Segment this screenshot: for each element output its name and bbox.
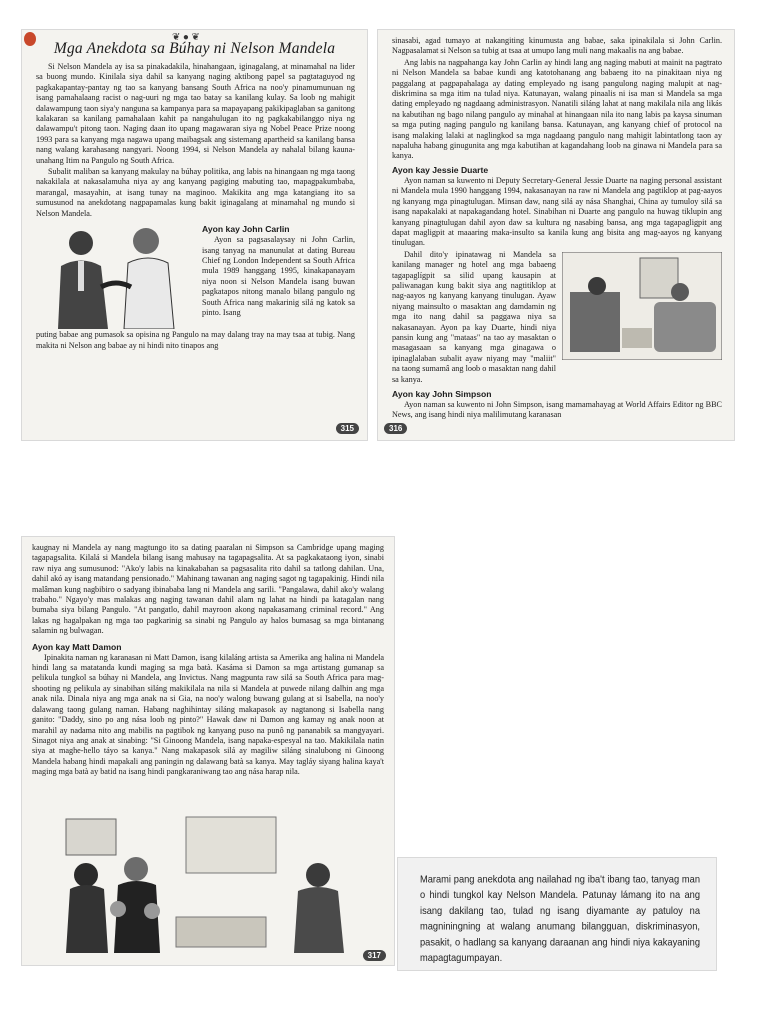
paragraph: Ayon naman sa kuwento ni John Simpson, isang mamamahayag at World Affairs Editor ng BBC News, ang isang hindi niya malilimutang karanasan xyxy=(392,400,722,420)
page-number: 315 xyxy=(336,423,359,434)
paragraph: Ayon sa pagsasalaysay ni John Carlin, isang tanyag na manunulat at dating Bureau Chief ng London Independent sa South Africa mula 1989 hanggang 1995, kinakapanayam niya noon si Nelson Mandela isang buwan pagkatapos nitong manalo bilang pangulo ng South Africa nang makarinig silá ng katok sa pinto. Isang xyxy=(202,235,355,317)
page-number: 317 xyxy=(363,950,386,961)
paragraph: Ang labis na nagpahanga kay John Carlin ay hindi lang ang naging mabuti at mainit na pagtrato ni Nelson Mandela sa babae kundi ang katotohanang ang babaeng ito na pinakitaan niya ng paggalang at pagpapahalaga ay dating empleyado ng isang pangulong naging malupit at nag-diskrimina sa mga itim na tulad niya. Katunayan, walang pinaalis ni isa man si Mandela sa mga dating empleyado ng nagdaang administrasyon. Nanatili siláng lahat at nang makilala nila ang likás na kabutihan ng bago nilang pangulo ay minahal at hinangaan nila ito nang labis pa kaysa sinuman sa mga puting naging pangulo ng kanilang bansa. Katunayan, ang kanyang chief of protocol na isang malaking lalaki at naglingkod sa mga nagdaang pangulo nang mahigit labintatlong taon ay napaluha habang ginugunita ang mga kabutihan at kagandahang loob na ginawa ni Mandela para sa kanya. xyxy=(392,57,722,161)
paragraph: Dahil dito'y ipinatawag ni Mandela sa kanilang manager ng hotel ang mga babaeng tagapaglígpit sa silid upang kausapin at paliwanagan kung bakit siya ang nagtitiklop at nag-aayos ng kanyang kanyang tinulugan. Ayaw niyang mainsulto o masaktan ang damdamin ng mga ito nang dahil sa paggawa niya sa nakasanayan. Ayon pa kay Duarte, hindi niya pansin kung ang "mataas" na tao ay masaktan o masagasaan sa kanyang mga ginagawa o ipinaglalaban subalit ayaw niyang may "maliit" na taong sumamâ ang loob o masaktan nang dahil sa kanya. xyxy=(392,249,556,384)
paragraph: sinasabi, agad tumayo at nakangiting kinumusta ang babae, saka ipinakilala si John Carlin. Nagpasalamat si Nelson sa tubig at tsaa at umupo lang muli nang makaalis na ang babae. xyxy=(392,36,722,56)
paragraph: Subalit maliban sa kanyang makulay na búhay politika, ang labis na hinangaan ng mga taong nakakilala at nakasalamuha niya ay ang kanyang pagiging mabuting tao, mapagpakumbaba, marangal, masayahin, at isang tunay na maginoo. Makikita ang mga katangiang ito sa sumusunod na anekdotang nagpapamalas kung bakit iginagalang at minamahal ng mundo si Nelson Mandela. xyxy=(36,167,355,218)
family-meeting-illustration xyxy=(56,813,356,953)
page-number: 316 xyxy=(384,423,407,434)
section-heading: Ayon kay John Simpson xyxy=(392,389,492,399)
hotel-room-illustration xyxy=(562,252,722,360)
book-page-315 xyxy=(22,30,367,440)
paragraph: kaugnay ni Mandela ay nang magtungo ito sa dating paaralan ni Simpson sa Cambridge upang maging tagapagsalita. Kilalá si Mandela bilang isang mahusay na tagapagsalita. At sa pagkakataong iyon, sinabi raw niya ang sumusunod: "Ako'y labis na kinakabahan sa pagsasalita rito dahil sa tatlong dahilan. Una, dahil akó ay isang matandang pensionado." Mahinang tawanan ang naging sagot ng tagapakinig. Hindi nila malâman kung nagbibiro o sadyang ibinababa lang ni Mandela ang sarili. "Pangalawa, dahil ako'y walang trabaho." Ngayo'y mas malakas ang naging tawanan dahil alam ng lahat na hindi pa katagalan nang bumaba siya bilang Pangulo. "At pangatlo, dahil mayroon akong napakasamang criminal record." Ang lakas ng hagalpakan ng mga tao pagkarinig sa sinabi ng Pangulo ay halos bumasag sa mga bintanang salamin ng bulwagan. xyxy=(32,543,384,636)
paragraph: Si Nelson Mandela ay isa sa pinakadakila, hinahangaan, iginagalang, at minamahal na lider sa buong mundo. Kinilala siya dahil sa kanyang naging aktibong papel sa pagtataguyod ng pagkakapantay-pantay ng tao sa kanyang bansang South Africa na noo'y pinamumunuan ng isang pamahalaang racist o nag-uuri ng mga tao batay sa kanilang kulay. Sa loob ng mahigit dalawampung taon siya'y nanguna sa kampanya para sa mapayapang pakikipaglaban sa ganitong kalakaran sa kanilang pamahalaan kahit pa nangahulugan ito ng pagkakabilanggo niya ng dalawampu't pitong taon. Naging daan ito upang magawaran siya ng Nobel Peace Prize noong 1993 para sa kanyang mga nagawa upang maibagsak ang sistemang apartheid sa kanilang bansa nang walang karahasang nangyari. Noong 1994, si Nelson Mandela ay nahalal bilang kauna-unahang Itim na Pangulo ng South Africa. xyxy=(36,62,355,165)
closing-paragraph: Marami pang anekdota ang nailahad ng iba't ibang tao, tanyag man o hindi tungkol kay Nelson Mandela. Patunay lámang ito na ang isang dakilang tao, tulad ng isang diyamante ay patuloy na magniningning at walang anumang bilangguan, diskriminasyon, pasakit, o hadlang sa kanyang daraanan ang hindi niya kakayaning mapagtagumpayan. xyxy=(420,873,700,964)
leaf-ornament-icon: ❦ ● ❦ xyxy=(172,32,200,43)
page-title: Mga Anekdota sa Búhay ni Nelson Mandela xyxy=(53,40,336,57)
section-heading: Ayon kay Jessie Duarte xyxy=(392,164,489,175)
paragraph: puting babae ang pumasok sa opisina ng Pangulo na may dalang tray na may tsaa at tubig. Nang makita ni Nelson ang babae ay ni hindi nito tinapos ang xyxy=(36,330,355,350)
book-page-316 xyxy=(378,30,734,440)
paragraph: Ayon naman sa kuwento ni Deputy Secretary-General Jessie Duarte na naging personal assistant ni Mandela mula 1990 hanggang 1994, nakasanayan na raw ni Mandela ang pagtiklop at pag-aayos ng kanyang mga pinagtulugan. Minsan daw, nang silá ay nása Shanghai, China ay tumuloy silá sa isang napakalaki at napakagandang hotel. Sinabihan ni Duarte ang pangulo na huwag tiklupin ang kanyang pinagtulugan dahil ayon daw sa kultura ng nasabing bansa, ang mga tagapagligpit ang dapat magligpit at maaaring maka-insulto sa kanila kung ang bisita ang mag-aayos ng kanyang tinulugan. xyxy=(392,175,722,248)
section-heading: Ayon kay John Carlin xyxy=(202,224,290,235)
paragraph: Ipinakita naman ng karanasan ni Matt Damon, isang kilaláng artista sa Amerika ang halina ni Mandela hindi lang sa matatanda kundi maging sa mga batà. Kasáma si Damon sa mga artistang gumanap sa pelikula tungkol sa búhay ni Mandela, ang Invictus. Nang magpunta raw silá sa South Africa para mag-shooting ng pelikula ay sinabihan siláng makikilala na nila si Mandela at puwede nilang dalhin ang mga anak nila. Dinala niya ang mga anak na si Gia, na noo'y walong buwang gulang at si Isabella, na noo'y dalawang taong gulang naman. Habang naghihintay siláng makapasok ay nagtanong si Isabella nang ganito: "Daddy, sino po ang nása loob ng pinto?" Hawak daw ni Damon ang kamay ng anak noon at marahil ay nadama nito ang mabilis na pagtibok ng kanyang puso na punô ng pananabik sa mangyayari. Sinagot niya ang anak at sinabing: "Si Ginoong Mandela, isang napaka-espesyal na tao. Makikilala natin siya at maghe-hello táyo sa kanya." Nang makapasok silá ay magiliw siláng sinalubong ni Ginoong Mandela habang hindi mapakali ang paningin ng dalawang batà sa kanya. May tagláy siyang halina kaya't maging mga batà ay batid na isang hindi pangkaraniwang tao ang nása harap nila. xyxy=(32,652,384,777)
book-page-317 xyxy=(22,537,394,965)
apple-decoration-icon xyxy=(24,32,36,46)
handshake-illustration xyxy=(36,221,196,329)
section-heading: Ayon kay Matt Damon xyxy=(32,641,122,652)
closing-callout-box xyxy=(398,858,716,970)
